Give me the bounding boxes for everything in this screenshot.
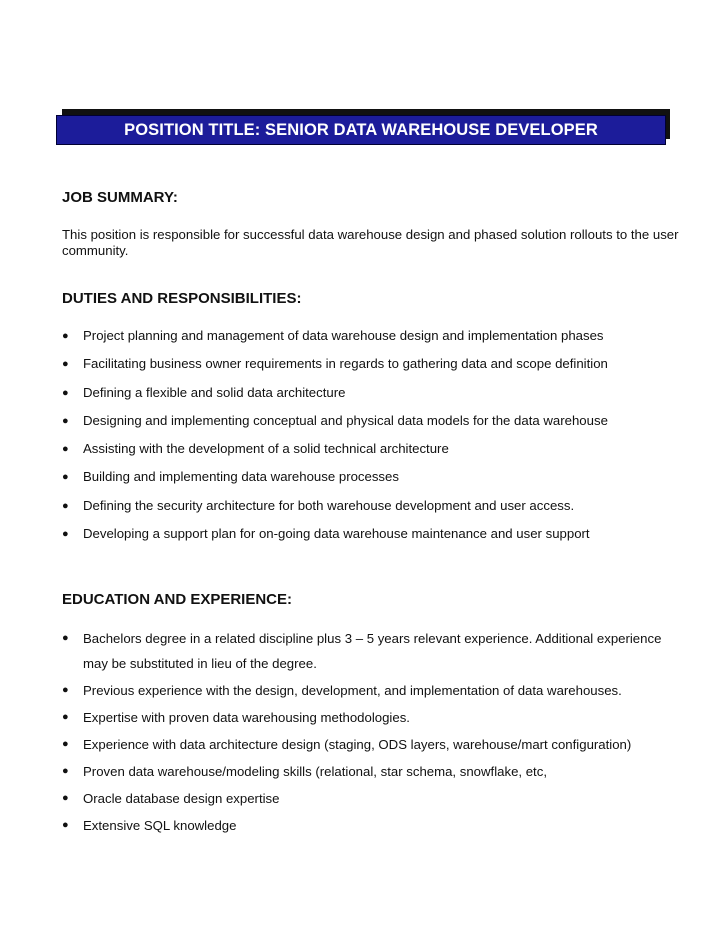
education-text: Experience with data architecture design (staging, ODS layers, warehouse/mart configuration) [83,737,632,752]
education-text: Extensive SQL knowledge [83,818,237,833]
bullet-icon: ● [62,765,69,777]
duty-text: Project planning and management of data warehouse design and implementation phases [83,328,604,343]
bullet-icon: ● [62,819,69,831]
education-text: Oracle database design expertise [83,791,280,806]
education-list [62,626,682,840]
duties-heading: DUTIES AND RESPONSIBILITIES: [62,290,302,307]
title-banner-box [56,115,666,145]
education-item [62,813,682,838]
bullet-icon: ● [62,738,69,750]
job-summary-heading: JOB SUMMARY: [62,189,178,206]
bullet-icon: ● [62,684,69,696]
education-item [62,705,682,730]
bullet-icon: ● [62,711,69,723]
bullet-icon: ● [62,443,69,456]
duty-item [62,498,682,526]
duty-text: Assisting with the development of a solid technical architecture [83,441,449,457]
duty-item [62,328,682,356]
duty-item [62,469,682,497]
bullet-icon: ● [62,792,69,804]
education-item [62,732,682,757]
duty-text: Facilitating business owner requirements in regards to gathering data and scope definition [83,356,608,372]
duty-item [62,441,682,469]
bullet-icon: ● [62,499,69,512]
duty-text: Developing a support plan for on-going data warehouse maintenance and user support [83,526,590,542]
education-text: Proven data warehouse/modeling skills (relational, star schema, snowflake, etc, [83,764,547,779]
bullet-icon: ● [62,632,69,644]
education-item [62,678,682,703]
position-title-banner [56,115,670,145]
education-item [62,759,682,784]
duty-text: Defining the security architecture for both warehouse development and user access. [83,497,575,513]
position-title: POSITION TITLE: SENIOR DATA WAREHOUSE DEVELOPER [124,120,598,139]
duty-text: Defining a flexible and solid data architecture [83,384,346,400]
bullet-icon: ● [62,386,69,399]
bullet-icon: ● [62,358,69,371]
duty-item [62,413,682,441]
bullet-icon: ● [62,414,69,427]
education-heading: EDUCATION AND EXPERIENCE: [62,591,293,608]
bullet-icon: ● [62,471,69,484]
duty-item [62,526,682,554]
duty-item [62,385,682,413]
bullet-icon: ● [62,330,69,342]
education-text: Bachelors degree in a related discipline plus 3 – 5 years relevant experience. Additional experience may be substituted in lieu of the degree. [83,631,662,671]
education-text: Expertise with proven data warehousing methodologies. [83,710,410,725]
education-text: Previous experience with the design, development, and implementation of data warehouses. [83,683,622,698]
education-item [62,786,682,811]
duty-item [62,356,682,384]
duty-text: Building and implementing data warehouse processes [83,469,399,485]
education-item [62,626,682,676]
bullet-icon: ● [62,528,69,541]
duty-text: Designing and implementing conceptual and physical data models for the data warehouse [83,412,608,428]
job-summary-text: This position is responsible for successful data warehouse design and phased solution rollouts to the user community. [62,227,679,258]
duties-list [62,328,682,554]
